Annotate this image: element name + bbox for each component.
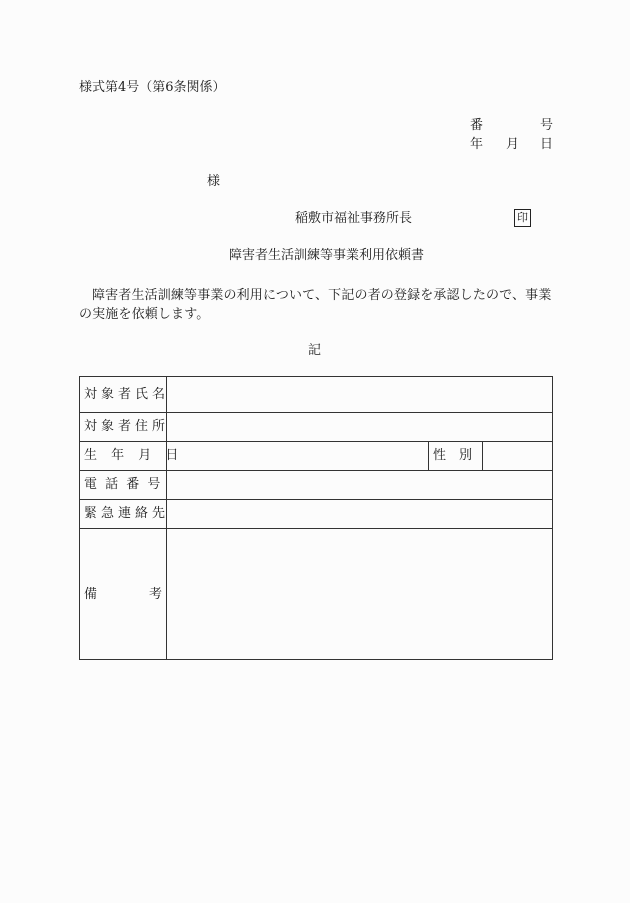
- addressee-honorific: 様: [207, 174, 221, 189]
- table-row-remarks: [80, 529, 553, 660]
- month-label: 月: [506, 137, 520, 152]
- address-value-cell[interactable]: [167, 413, 553, 442]
- number-label: 番: [470, 118, 484, 133]
- table-row-address: [80, 413, 553, 442]
- form-number: 様式第4号（第6条関係）: [79, 80, 226, 95]
- body-text: 障害者生活訓練等事業の利用について、下記の者の登録を承認したので、事業の実施を依頼します。: [79, 288, 552, 322]
- phone-value-cell[interactable]: [167, 471, 553, 500]
- table-row-name: [80, 377, 553, 413]
- gender-value-cell[interactable]: [483, 442, 553, 471]
- table-row-emergency: [80, 500, 553, 529]
- remarks-label-cell: [80, 529, 167, 660]
- name-label: 対象者氏名: [84, 386, 170, 402]
- name-label-cell: [80, 377, 170, 413]
- emergency-value-cell[interactable]: [167, 500, 553, 529]
- registration-table: [79, 376, 553, 660]
- seal-mark: 印: [514, 209, 531, 227]
- address-label-cell: [80, 413, 170, 442]
- remarks-label-left: 備: [84, 586, 98, 602]
- table-row-phone: [80, 471, 553, 500]
- birthdate-value-cell[interactable]: [167, 442, 429, 471]
- emergency-label-cell: [80, 500, 170, 529]
- remarks-value-cell[interactable]: [167, 529, 553, 660]
- document-title: 障害者生活訓練等事業利用依頼書: [229, 248, 425, 263]
- ki-heading: 記: [308, 343, 322, 358]
- emergency-label: 緊急連絡先: [84, 506, 170, 521]
- issuer-name: 稲敷市福祉事務所長: [295, 211, 413, 226]
- name-value-cell[interactable]: [167, 377, 553, 413]
- table-row-birthdate: [80, 442, 553, 471]
- birthdate-label: 生 年 月 日: [84, 448, 184, 463]
- year-label: 年: [470, 137, 484, 152]
- gender-label: 性 別: [433, 448, 473, 463]
- birthdate-label-cell: [80, 442, 184, 471]
- phone-label: 電 話 番 号: [84, 477, 163, 492]
- phone-label-cell: [80, 471, 167, 500]
- address-label: 対象者住所: [84, 419, 170, 434]
- gender-label-cell: [429, 442, 483, 471]
- number-suffix: 号: [540, 118, 554, 133]
- day-label: 日: [540, 137, 554, 152]
- remarks-label-right: 考: [148, 586, 162, 602]
